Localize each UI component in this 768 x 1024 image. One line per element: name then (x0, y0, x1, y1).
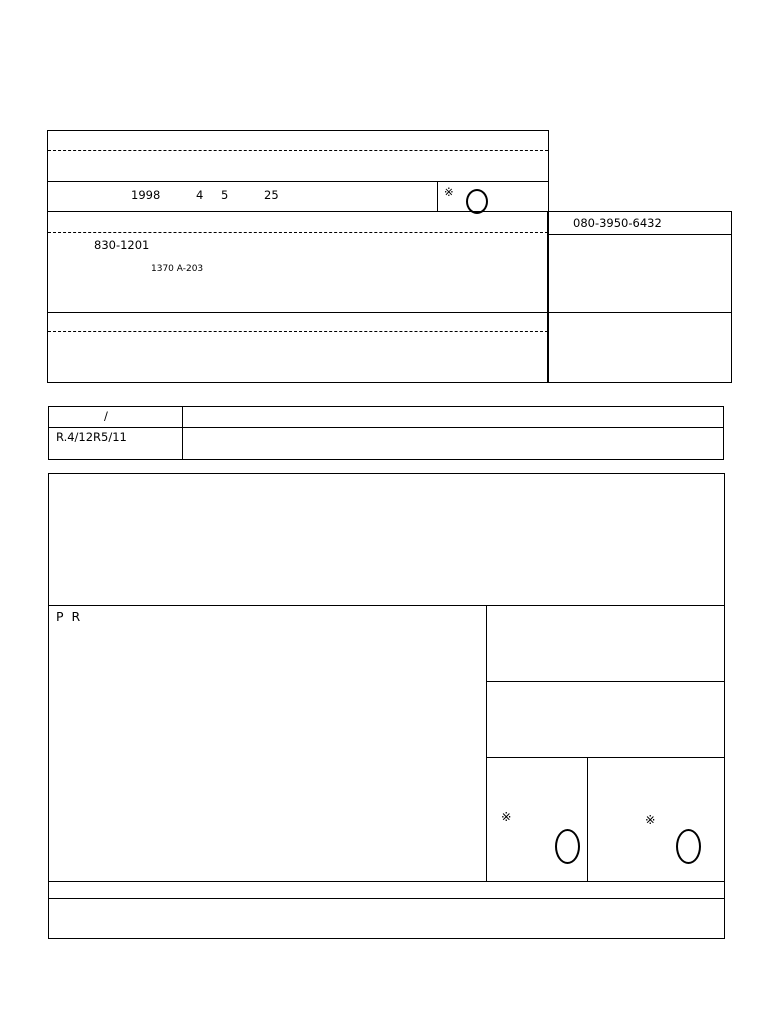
history-row-date: R.4/12R5/11 (56, 430, 127, 444)
address-line: 1370 A-203 (151, 264, 204, 274)
phone-number: 080-3950-6432 (573, 216, 662, 230)
history-header-divider (49, 427, 723, 428)
personal-info-box (47, 130, 549, 383)
postal-code: 830-1201 (94, 238, 150, 252)
spouse-circle (555, 829, 580, 864)
phone-divider (548, 234, 731, 235)
requests-divider (49, 898, 724, 899)
name-divider (48, 181, 548, 182)
history-table (48, 406, 724, 460)
pr-divider (49, 881, 724, 882)
gender-note-mark: ※ (444, 185, 454, 199)
gender-circle (466, 189, 488, 214)
birth-month: 4 (196, 188, 204, 202)
age-value: 25 (264, 188, 279, 202)
birth-year: 1998 (131, 188, 161, 202)
contact-furigana-divider (48, 331, 548, 332)
application-details-box (48, 473, 725, 939)
dependents-divider (487, 757, 724, 758)
history-column-divider (182, 407, 183, 459)
self-pr-label: P R (56, 609, 83, 624)
contact-info-box (547, 211, 732, 383)
spouse-divider (587, 758, 588, 881)
commute-divider (487, 681, 724, 682)
address-furigana-divider (48, 232, 548, 233)
motivation-divider (49, 605, 724, 606)
history-col-date: / (104, 409, 108, 423)
gender-divider (437, 181, 438, 211)
furigana-divider (48, 150, 548, 151)
address-divider (48, 312, 548, 313)
pr-right-divider (486, 606, 487, 881)
email-divider (548, 312, 731, 313)
spouse-support-value: ※ (645, 812, 656, 827)
spouse-support-circle (676, 829, 701, 864)
birth-day: 5 (221, 188, 229, 202)
spouse-value: ※ (501, 809, 512, 824)
